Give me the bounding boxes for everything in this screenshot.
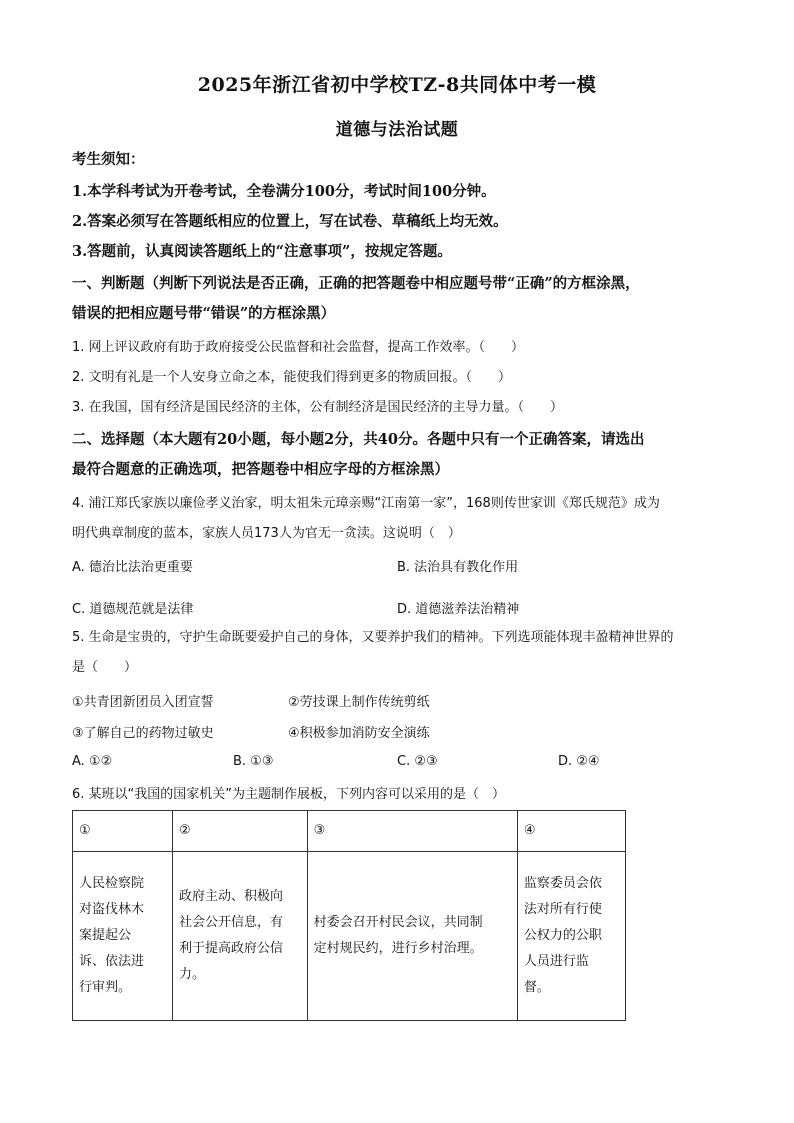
question-4-option-b: B. 法治具有教化作用 bbox=[397, 560, 519, 575]
page-subtitle: 道德与法治试题 bbox=[335, 120, 459, 140]
section1-heading-line2: 错误的把相应题号带“错误”的方框涂黑） bbox=[72, 305, 336, 322]
question-4-stem-line1: 4. 浦江郑氏家族以廉俭孝义治家，明太祖朱元璋亲赐“江南第一家”，168则传世家训《郑氏规范》成为 bbox=[72, 496, 660, 511]
table-header-cell-4: ④ bbox=[517, 811, 625, 852]
cell-line: 法对所有行使 bbox=[523, 902, 602, 917]
question-5-item-3: ③了解自己的药物过敏史 bbox=[72, 726, 214, 741]
cell-line: 人民检察院 bbox=[79, 876, 145, 891]
question-1: 1. 网上评议政府有助于政府接受公民监督和社会监督，提高工作效率。（ ） bbox=[72, 340, 525, 355]
question-2: 2. 文明有礼是一个人安身立命之本，能使我们得到更多的物质回报。（ ） bbox=[72, 370, 512, 385]
notice-item-1: 1.本学科考试为开卷考试，全卷满分100分，考试时间100分钟。 bbox=[72, 183, 496, 200]
cell-line: 对盗伐林木 bbox=[79, 902, 145, 917]
question-5-option-c: C. ②③ bbox=[397, 754, 438, 769]
cell-line: 利于提高政府公信 bbox=[178, 941, 283, 956]
section2-heading-line2: 最符合题意的正确选项，把答题卷中相应字母的方框涂黑） bbox=[72, 461, 449, 478]
question-5-stem-line2: 是（ ） bbox=[72, 660, 138, 675]
cell-line: 诉、依法进 bbox=[79, 954, 145, 969]
notice-heading: 考生须知： bbox=[72, 151, 145, 168]
page-title: 2025年浙江省初中学校TZ-8共同体中考一模 bbox=[197, 74, 597, 96]
cell-line: 社会公开信息，有 bbox=[178, 915, 283, 930]
cell-line: 案提起公 bbox=[79, 928, 132, 943]
question-5-item-2: ②劳技课上制作传统剪纸 bbox=[288, 695, 430, 710]
question-6-stem: 6. 某班以“我国的国家机关”为主题制作展板，下列内容可以采用的是（ ） bbox=[72, 787, 506, 802]
question-4-option-d: D. 道德滋养法治精神 bbox=[397, 602, 520, 617]
question-4-option-a: A. 德治比法治更重要 bbox=[72, 560, 193, 575]
table-cell-3 bbox=[307, 852, 517, 1021]
section2-heading-line1: 二、选择题（本大题有20小题，每小题2分，共40分。各题中只有一个正确答案，请选出 bbox=[72, 431, 645, 448]
table-cell-2 bbox=[172, 852, 307, 1021]
question-4-option-c: C. 道德规范就是法律 bbox=[72, 602, 194, 617]
cell-line: 公权力的公职 bbox=[523, 928, 602, 943]
table-header-cell-1: ① bbox=[73, 811, 173, 852]
question-5-option-d: D. ②④ bbox=[558, 754, 600, 769]
cell-line: 监察委员会依 bbox=[523, 876, 602, 891]
question-5-item-4: ④积极参加消防安全演练 bbox=[288, 726, 430, 741]
cell-line: 政府主动、积极向 bbox=[178, 889, 283, 904]
question-5-option-b: B. ①③ bbox=[233, 754, 274, 769]
notice-item-2: 2.答案必须写在答题纸相应的位置上，写在试卷、草稿纸上均无效。 bbox=[72, 213, 508, 230]
cell-line: 行审判。 bbox=[79, 980, 132, 995]
cell-line: 力。 bbox=[178, 967, 205, 982]
question-3: 3. 在我国，国有经济是国民经济的主体，公有制经济是国民经济的主导力量。（ ） bbox=[72, 400, 564, 415]
question-6-table bbox=[72, 810, 626, 1021]
section1-heading-line1: 一、判断题（判断下列说法是否正确，正确的把答题卷中相应题号带“正确”的方框涂黑， bbox=[72, 275, 640, 292]
notice-item-3: 3.答题前，认真阅读答题纸上的“注意事项”，按规定答题。 bbox=[72, 243, 452, 260]
cell-line: 督。 bbox=[523, 980, 550, 995]
cell-line: 人员进行监 bbox=[523, 954, 589, 969]
cell-line: 定村规民约，进行乡村治理。 bbox=[313, 941, 483, 956]
question-4-stem-line2: 明代典章制度的蓝本，家族人员173人为官无一贪渎。这说明（ ） bbox=[72, 526, 461, 541]
question-5-item-1: ①共青团新团员入团宣誓 bbox=[72, 695, 214, 710]
table-cell-4 bbox=[517, 852, 625, 1021]
table-header-cell-2: ② bbox=[172, 811, 307, 852]
table-header-row bbox=[73, 811, 626, 852]
question-5-stem-line1: 5. 生命是宝贵的，守护生命既要爱护自己的身体，又要养护我们的精神。下列选项能体现丰盈精神世界的 bbox=[72, 630, 674, 645]
table-cell-1 bbox=[73, 852, 173, 1021]
table-header-cell-3: ③ bbox=[307, 811, 517, 852]
table-row bbox=[73, 852, 626, 1021]
question-5-option-a: A. ①② bbox=[72, 754, 113, 769]
cell-line: 村委会召开村民会议，共同制 bbox=[313, 915, 483, 930]
